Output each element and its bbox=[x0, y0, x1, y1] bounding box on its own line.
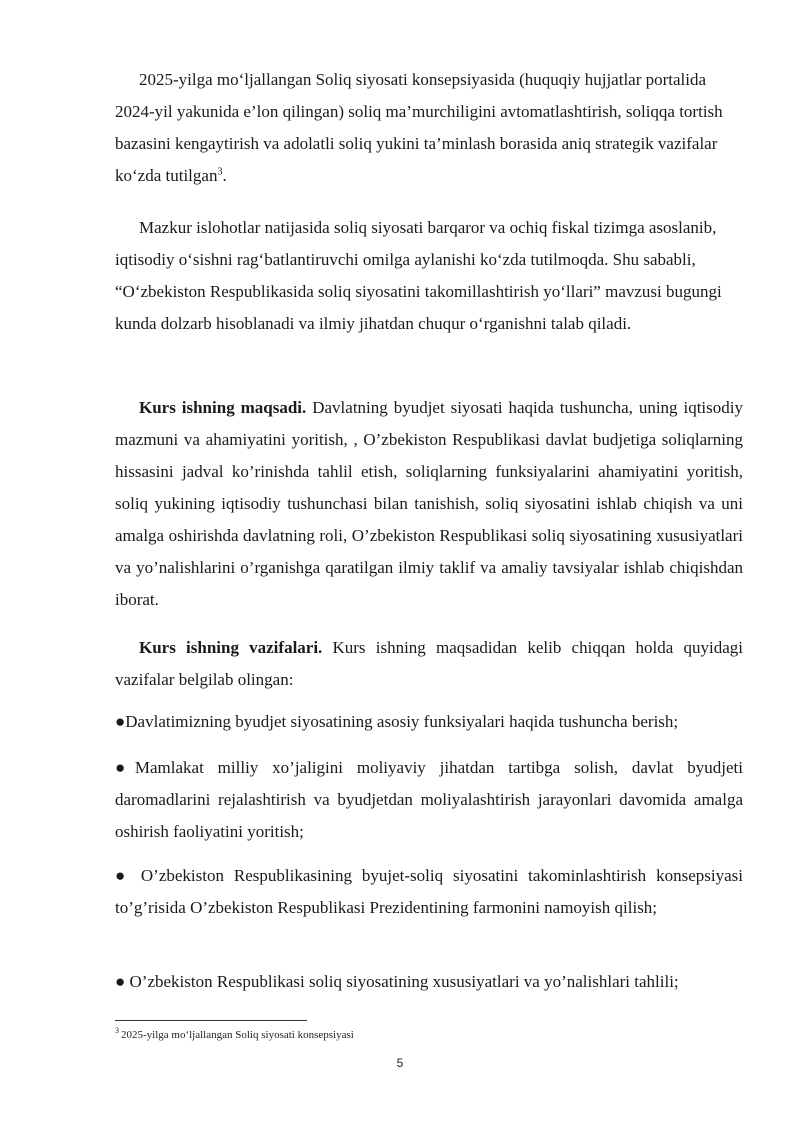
bullet-item-1: ●Davlatimizning byudjet siyosatining asosiy funksiyalari haqida tushuncha berish; bbox=[115, 712, 679, 731]
bullet-item-3: ● O’zbekiston Respublikasining byujet-soliq siyosatini takominlashtirish konsepsiyasi to’g’risida O’zbekiston Respublikasi Prezidentining farmonini namoyish qilish; bbox=[115, 866, 743, 917]
paragraph-aim bbox=[115, 392, 743, 616]
paragraph-intro-end: . bbox=[222, 166, 227, 185]
paragraph-intro bbox=[115, 64, 743, 192]
footnote bbox=[115, 1028, 354, 1042]
footnote-reference[interactable]: 3 bbox=[217, 166, 223, 178]
footnote-text: 2025-yilga mo‘ljallangan Soliq siyosati konsepsiyasi bbox=[121, 1029, 354, 1041]
tasks-heading: Kurs ishning vazifalari. bbox=[139, 638, 323, 657]
footnote-divider bbox=[115, 1020, 307, 1021]
aim-text: Davlatning byudjet siyosati haqida tushuncha, uning iqtisodiy mazmuni va ahamiyatini yoritish, , O’zbekiston Respublikasi davlat budjetiga soliqlarning hissasini jadval ko’rinishda tahlil etish, soliqlarning funksiyalarini ahamiyatini yoritish, soliq yukining iqtisodiy tushunchasi bilan tanishish, soliq siyosatini ishlab chiqish va uni amalga oshirishda davlatning roli, O’zbekiston Respublikasi soliq siyosatining xususiyatlari va yo’nalishlarini o’rganishga qaratilgan ilmiy taklif va amaliy tavsiyalar ishlab chiqishdan iborat. bbox=[115, 398, 743, 609]
paragraph-tasks bbox=[115, 632, 743, 696]
bullet-item-4: ● O’zbekiston Respublikasi soliq siyosatining xususiyatlari va yo’nalishlari tahlili; bbox=[115, 972, 679, 991]
aim-heading: Kurs ishning maqsadi. bbox=[139, 398, 307, 417]
page-number: 5 bbox=[396, 1056, 404, 1070]
paragraph-intro-text: 2025-yilga mo‘ljallangan Soliq siyosati konsepsiyasida (huquqiy hujjatlar portalida 2024-yil yakunida e’lon qilingan) soliq ma’murchiligini avtomatlashtirish, soliqqa tortish bazasini kengaytirish va adolatli soliq yukini ta’minlash borasida aniq strategik vazifalar ko‘zda tutilgan bbox=[115, 70, 723, 185]
bullet-item-2: ●Mamlakat milliy xo’jaligini moliyaviy jihatdan tartibga solish, davlat byudjeti daromadlarini rejalashtirish va byudjetdan moliyalashtirish jarayonlari davomida amalga oshirish faoliyatini yoritish; bbox=[115, 758, 743, 841]
paragraph-reforms-text: Mazkur islohotlar natijasida soliq siyosati barqaror va ochiq fiskal tizimga asoslanib, iqtisodiy o‘sishni rag‘batlantiruvchi omilga aylanishi ko‘zda tutilmoqda. Shu sababli, “O‘zbekiston Respublikasida soliq siyosatini takomillashtirish yo‘llari” mavzusi bugungi kunda dolzarb hisoblanadi va ilmiy jihatdan chuqur o‘rganishni talab qiladi. bbox=[115, 218, 722, 333]
tasks-text: Kurs ishning maqsadidan kelib chiqqan holda quyidagi vazifalar belgilab olingan: bbox=[115, 638, 743, 689]
paragraph-reforms bbox=[115, 212, 743, 340]
footnote-number: 3 bbox=[115, 1026, 119, 1036]
